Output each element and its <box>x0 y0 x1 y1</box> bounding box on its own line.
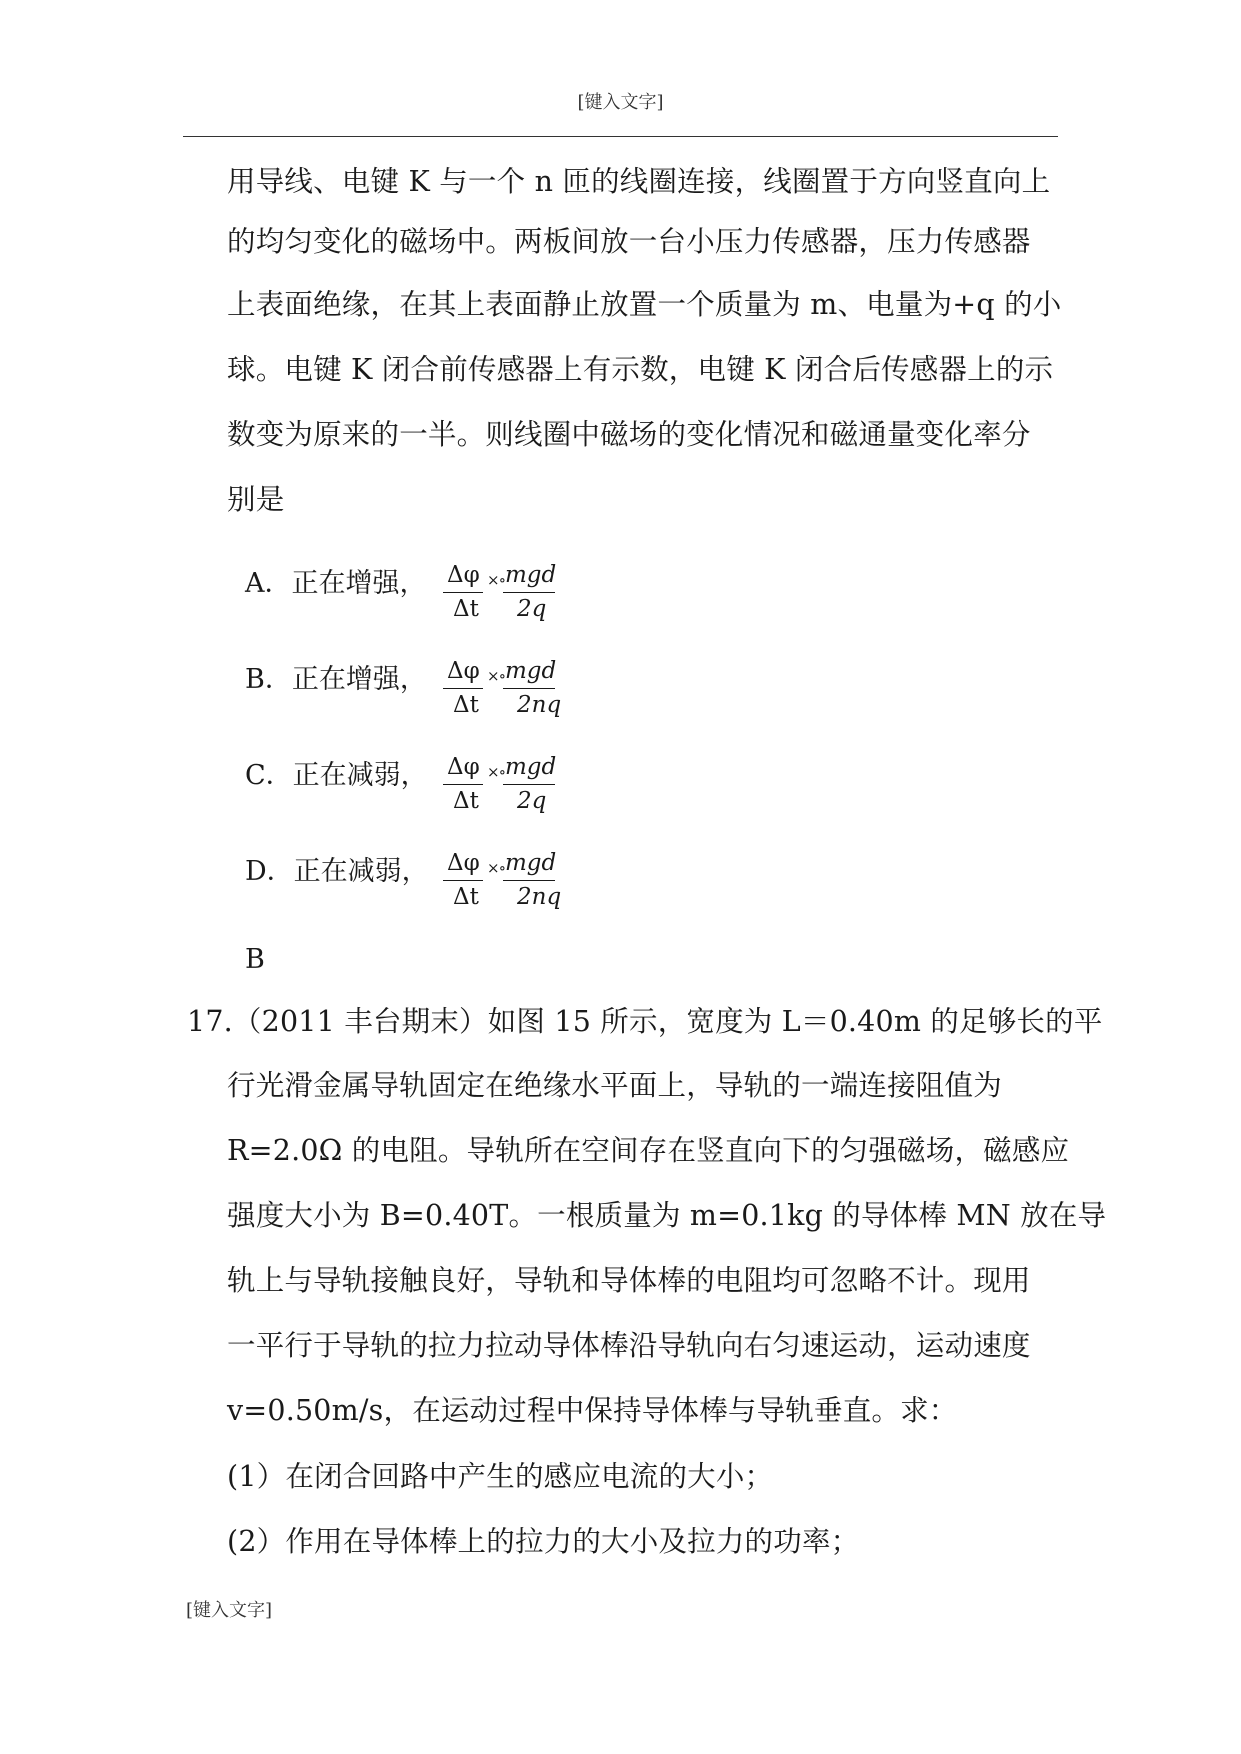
option-b-rhs-den: 2nq <box>517 692 562 718</box>
option-c-frac-den: Δt <box>453 788 479 814</box>
option-a-rhs-den: 2q <box>517 596 547 622</box>
problem16-line-4: 球。电键 K 闭合前传感器上有示数，电键 K 闭合后传感器上的示 <box>227 353 1054 386</box>
answer-text: B <box>245 944 265 975</box>
option-b-glyph: ×∘ <box>487 667 505 685</box>
option-d-label: D．正在减弱， <box>245 856 429 887</box>
option-a-frac-den: Δt <box>453 596 479 622</box>
problem17-line-2: 行光滑金属导轨固定在绝缘水平面上，导轨的一端连接阻值为 <box>227 1069 1002 1102</box>
fraction-bar <box>443 880 483 881</box>
option-d-rhs-num: mgd <box>505 850 557 876</box>
option-d-frac-den: Δt <box>453 884 479 910</box>
fraction-bar <box>503 880 555 881</box>
option-d-formula <box>443 850 563 920</box>
option-d-glyph: ×∘ <box>487 859 505 877</box>
option-b-label: B．正在增强， <box>245 664 427 695</box>
problem17-line-1: 17.（2011 丰台期末）如图 15 所示，宽度为 L＝0.40m 的足够长的平 <box>187 1005 1103 1038</box>
option-b-frac-num: Δφ <box>447 658 480 684</box>
page-footer: [键入文字] <box>186 1600 273 1621</box>
problem17-line-5: 轨上与导轨接触良好，导轨和导体棒的电阻均可忽略不计。现用 <box>227 1264 1031 1297</box>
fraction-bar <box>443 784 483 785</box>
option-b-formula <box>443 658 563 728</box>
fraction-bar <box>443 592 483 593</box>
problem17-line-7: v=0.50m/s，在运动过程中保持导体棒与导轨垂直。求： <box>227 1394 958 1427</box>
problem16-line-5: 数变为原来的一半。则线圈中磁场的变化情况和磁通量变化率分 <box>227 418 1031 451</box>
problem16-line-6: 别是 <box>227 483 285 516</box>
option-c-formula <box>443 754 563 824</box>
problem17-subq-1: (1）在闭合回路中产生的感应电流的大小； <box>227 1460 774 1493</box>
option-b-frac-den: Δt <box>453 692 479 718</box>
option-a-frac-num: Δφ <box>447 562 480 588</box>
fraction-bar <box>443 688 483 689</box>
fraction-bar <box>503 784 555 785</box>
option-c-frac-num: Δφ <box>447 754 480 780</box>
header-rule <box>183 136 1058 137</box>
fraction-bar <box>503 592 555 593</box>
option-a-glyph: ×∘ <box>487 571 505 589</box>
fraction-bar <box>503 688 555 689</box>
option-c-rhs-num: mgd <box>505 754 557 780</box>
option-b-rhs-num: mgd <box>505 658 557 684</box>
problem17-subq-2: (2）作用在导体棒上的拉力的大小及拉力的功率； <box>227 1525 860 1558</box>
option-a-label: A．正在增强， <box>245 568 427 599</box>
problem16-line-2: 的均匀变化的磁场中。两板间放一台小压力传感器，压力传感器 <box>227 225 1031 258</box>
option-a-formula <box>443 562 563 632</box>
problem17-line-6: 一平行于导轨的拉力拉动导体棒沿导轨向右匀速运动，运动速度 <box>227 1329 1031 1362</box>
option-d-rhs-den: 2nq <box>517 884 562 910</box>
option-a-rhs-num: mgd <box>505 562 557 588</box>
option-c-rhs-den: 2q <box>517 788 547 814</box>
problem16-line-3: 上表面绝缘，在其上表面静止放置一个质量为 m、电量为+q 的小 <box>227 288 1062 321</box>
problem17-line-3: R=2.0Ω 的电阻。导轨所在空间存在竖直向下的匀强磁场，磁感应 <box>227 1134 1070 1167</box>
problem16-line-1: 用导线、电键 K 与一个 n 匝的线圈连接，线圈置于方向竖直向上 <box>227 165 1051 198</box>
page-header: [键入文字] <box>577 92 664 113</box>
option-d-frac-num: Δφ <box>447 850 480 876</box>
option-c-label: C．正在减弱， <box>245 760 428 791</box>
problem17-line-4: 强度大小为 B=0.40T。一根质量为 m=0.1kg 的导体棒 MN 放在导 <box>227 1199 1107 1232</box>
option-c-glyph: ×∘ <box>487 763 505 781</box>
